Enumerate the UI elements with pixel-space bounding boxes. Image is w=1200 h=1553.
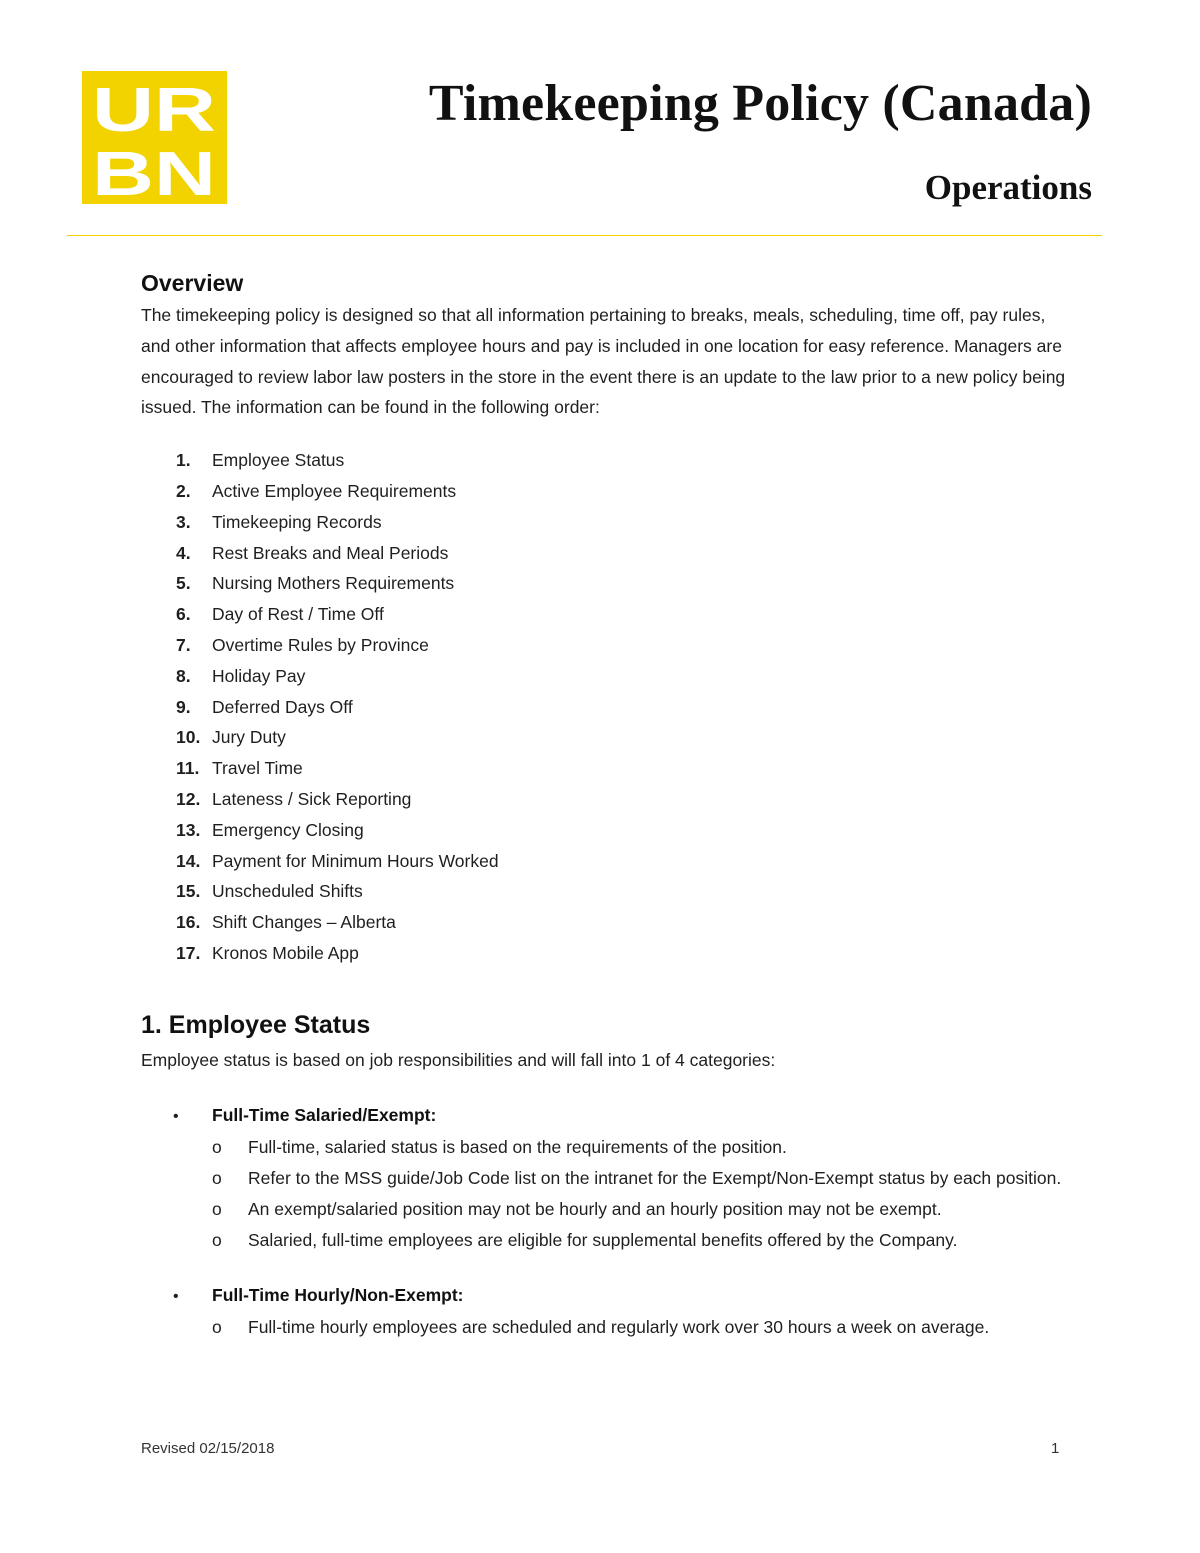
- detail-item: [141, 1194, 1066, 1225]
- toc-item-label: Unscheduled Shifts: [212, 881, 363, 902]
- toc-item: [141, 938, 1066, 969]
- toc-item-label: Payment for Minimum Hours Worked: [212, 850, 499, 871]
- detail-item: [141, 1132, 1066, 1163]
- toc-item-number: 3.: [176, 511, 191, 532]
- detail-item: [141, 1225, 1066, 1256]
- toc-item: [141, 907, 1066, 938]
- toc-item-number: 12.: [176, 788, 201, 809]
- footer-revised: Revised 02/15/2018: [141, 1440, 275, 1457]
- overview-paragraph: The timekeeping policy is designed so that all information pertaining to breaks, meals, scheduling, time off, pay rules, and other information that affects employee hours and pay is included in one location for easy reference. Managers are encouraged to review labor law posters in the store in the event there is an update to the law prior to a new policy being issued. The information can be found in the following order:: [141, 305, 1066, 418]
- toc-item: [141, 876, 1066, 907]
- status-category-header: [141, 1280, 1066, 1313]
- toc-item-number: 11.: [176, 758, 200, 779]
- toc-item-label: Travel Time: [212, 758, 303, 779]
- section-1-heading: 1. Employee Status: [141, 1010, 371, 1039]
- status-category-label: Full-Time Salaried/Exempt:: [212, 1104, 437, 1125]
- toc-item-label: Emergency Closing: [212, 819, 364, 840]
- toc-item-label: Timekeeping Records: [212, 511, 382, 532]
- toc-item: [141, 815, 1066, 846]
- logo-line1: UR: [92, 76, 216, 145]
- toc-item-label: Overtime Rules by Province: [212, 634, 429, 655]
- overview-heading: Overview: [141, 270, 244, 296]
- status-category-details: [141, 1312, 1066, 1343]
- urbn-logo: [82, 71, 227, 204]
- toc-item: [141, 568, 1066, 599]
- sub-bullet-icon: o: [212, 1198, 222, 1219]
- detail-text: Full-time, salaried status is based on the requirements of the position.: [248, 1137, 787, 1158]
- toc-item-number: 14.: [176, 850, 201, 871]
- detail-text: Salaried, full-time employees are eligible for supplemental benefits offered by the Company.: [248, 1229, 958, 1250]
- toc-item-label: Lateness / Sick Reporting: [212, 788, 412, 809]
- toc-item-number: 8.: [176, 665, 191, 686]
- toc-item: [141, 661, 1066, 692]
- employee-status-categories: [141, 1100, 1066, 1344]
- toc-item-label: Day of Rest / Time Off: [212, 604, 384, 625]
- logo-line2: BN: [92, 140, 216, 204]
- toc-item-label: Deferred Days Off: [212, 696, 353, 717]
- toc-item-label: Shift Changes – Alberta: [212, 912, 396, 933]
- toc-item-number: 6.: [176, 604, 191, 625]
- status-category-header: [141, 1100, 1066, 1133]
- toc-item-number: 10.: [176, 727, 201, 748]
- document-body: [141, 266, 1066, 1343]
- page-title: Timekeeping Policy (Canada): [428, 75, 1092, 132]
- detail-text: Full-time hourly employees are scheduled and regularly work over 30 hours a week on average.: [248, 1317, 990, 1338]
- toc-item-number: 5.: [176, 573, 191, 594]
- page-number: 1: [1051, 1440, 1060, 1457]
- sub-bullet-icon: o: [212, 1137, 222, 1158]
- toc-item-label: Nursing Mothers Requirements: [212, 573, 455, 594]
- toc-item: [141, 753, 1066, 784]
- bullet-icon: •: [173, 1107, 179, 1125]
- bullet-icon: •: [173, 1287, 179, 1305]
- toc-item-label: Active Employee Requirements: [212, 480, 457, 501]
- status-category: [141, 1280, 1066, 1344]
- toc-item-number: 16.: [176, 912, 201, 933]
- detail-item: [141, 1312, 1066, 1343]
- toc-item-label: Holiday Pay: [212, 665, 306, 686]
- header-divider: [67, 235, 1102, 236]
- toc-item: [141, 630, 1066, 661]
- detail-text: An exempt/salaried position may not be hourly and an hourly position may not be exempt.: [248, 1198, 942, 1219]
- toc-item: [141, 507, 1066, 538]
- toc-item: [141, 784, 1066, 815]
- status-category-label: Full-Time Hourly/Non-Exempt:: [212, 1284, 464, 1305]
- status-category-details: [141, 1132, 1066, 1255]
- sub-bullet-icon: o: [212, 1168, 222, 1189]
- toc-item-number: 13.: [176, 819, 201, 840]
- toc-item-label: Kronos Mobile App: [212, 942, 359, 963]
- toc-item-number: 17.: [176, 942, 201, 963]
- sub-bullet-icon: o: [212, 1229, 222, 1250]
- section-1-intro: Employee status is based on job responsibilities and will fall into 1 of 4 categories:: [141, 1049, 776, 1070]
- detail-item: [141, 1163, 1066, 1194]
- toc-item-label: Jury Duty: [212, 727, 286, 748]
- toc-item-number: 9.: [176, 696, 191, 717]
- urbn-logo-mark: [82, 71, 227, 204]
- toc-item-number: 1.: [176, 450, 191, 471]
- toc-item: [141, 476, 1066, 507]
- toc-item: [141, 445, 1066, 476]
- toc-item-number: 4.: [176, 542, 191, 563]
- toc-item-number: 15.: [176, 881, 201, 902]
- sub-bullet-icon: o: [212, 1317, 222, 1338]
- toc-item: [141, 692, 1066, 723]
- page-subtitle: Operations: [924, 168, 1092, 207]
- status-category: [141, 1100, 1066, 1256]
- detail-text: Refer to the MSS guide/Job Code list on the intranet for the Exempt/Non-Exempt status by each position.: [248, 1168, 1062, 1189]
- toc-item: [141, 846, 1066, 877]
- table-of-contents: [141, 445, 1066, 969]
- toc-item-number: 2.: [176, 480, 191, 501]
- toc-item-number: 7.: [176, 634, 191, 655]
- toc-item-label: Rest Breaks and Meal Periods: [212, 542, 449, 563]
- toc-item-label: Employee Status: [212, 450, 345, 471]
- toc-item: [141, 722, 1066, 753]
- toc-item: [141, 538, 1066, 569]
- toc-item: [141, 599, 1066, 630]
